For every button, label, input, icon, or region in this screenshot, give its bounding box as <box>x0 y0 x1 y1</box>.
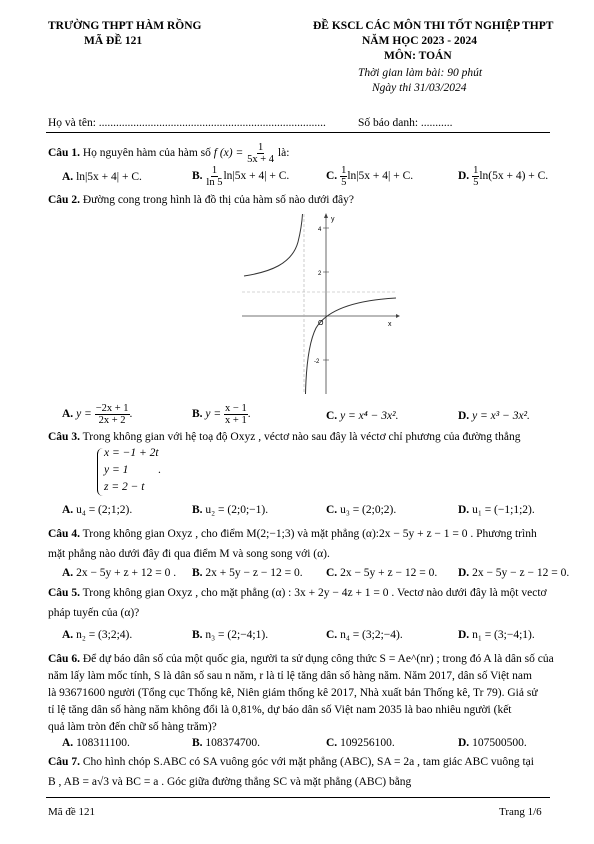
system-line-3: z = 2 − t <box>104 481 145 493</box>
q5-option-b[interactable]: B. n₃ = (2;−4;1). <box>192 629 269 641</box>
tick-4: 4 <box>318 227 322 233</box>
question-6-line-5: quả làm tròn đến chữ số hàng trăm)? <box>48 721 217 733</box>
exam-code: MÃ ĐỀ 121 <box>84 35 143 47</box>
question-5: Câu 5. Trong không gian Oxyz , cho mặt phẳng (α) : 3x + 2y − 4z + 1 = 0 . Vectơ nào dưới đây là một vectơ <box>48 587 547 599</box>
y-label: y <box>331 216 335 223</box>
q5-option-a[interactable]: A. n₂ = (3;2;4). <box>62 629 133 641</box>
question-6: Câu 6. Để dự báo dân số của một quốc gia, người ta sử dụng công thức S = Ae^(nr) ; trong đó A là dân số của <box>48 653 554 665</box>
tick-m2: -2 <box>314 359 320 365</box>
q1-option-c[interactable]: C. $\frac{1}{5}$ ln|5x + 4| + C. <box>326 165 414 188</box>
q6-option-c[interactable]: C. 109256100. <box>326 737 395 749</box>
q3-option-c[interactable]: C. u₃ = (2;0;2). <box>326 504 397 516</box>
question-7: Câu 7. Cho hình chóp S.ABC có SA vuông góc với mặt phẳng (ABC), SA = 2a , tam giác ABC vuông tại <box>48 756 534 768</box>
page-number: Trang 1/6 <box>499 806 542 818</box>
school-year: NĂM HỌC 2023 - 2024 <box>362 35 477 47</box>
exam-title: ĐỀ KSCL CÁC MÔN THI TỐT NGHIỆP THPT <box>313 20 554 32</box>
q1-option-d[interactable]: D. $\frac{1}{5}$ ln(5x + 4) + C. <box>458 165 549 188</box>
q3-option-d[interactable]: D. u₁ = (−1;1;2). <box>458 504 535 516</box>
question-6-line-3: là 93671600 người (Tổng cục Thống kê, Niên giám thống kê 2017, Nhà xuất bản Thống kê, Tr 79). Giả sử <box>48 687 538 699</box>
q2-option-d[interactable]: D. y = x³ − 3x². <box>458 410 530 422</box>
question-3: Câu 3. Trong không gian với hệ toạ độ Oxyz , véctơ nào sau đây là véctơ chỉ phương của đường thẳng <box>48 431 521 443</box>
q2-graph <box>240 212 400 396</box>
q3-option-a[interactable]: A. u₄ = (2;1;2). <box>62 504 133 516</box>
q4-option-b[interactable]: B. 2x + 5y − z − 12 = 0. <box>192 567 303 579</box>
question-4-line-2: mặt phẳng nào dưới đây đi qua điểm M và song song với (α). <box>48 548 330 560</box>
system-brace <box>97 448 104 496</box>
question-4: Câu 4. Trong không gian Oxyz , cho điểm M(2;−1;3) và mặt phẳng (α):2x − 5y + z − 1 = 0 . Phương trình <box>48 528 537 540</box>
x-label: x <box>388 321 392 328</box>
exam-date: Ngày thi 31/03/2024 <box>372 82 467 94</box>
q5-option-c[interactable]: C. n₄ = (3;2;−4). <box>326 629 403 641</box>
q1-option-a[interactable]: A. ln|5x + 4| + C. <box>62 171 142 183</box>
q3-option-b[interactable]: B. u₂ = (2;0;−1). <box>192 504 269 516</box>
tick-2: 2 <box>318 271 322 277</box>
subject: MÔN: TOÁN <box>384 50 452 62</box>
q6-option-b[interactable]: B. 108374700. <box>192 737 261 749</box>
question-6-line-2: năm lấy làm mốc tính, S là dân số sau n năm, r là tỉ lệ tăng dân số hàng năm. Năm 2017, dân số Việt nam <box>48 670 532 682</box>
student-id-field: Số báo danh: ........... <box>358 117 453 129</box>
system-line-2: y = 1 <box>104 464 129 476</box>
question-2: Câu 2. Đường cong trong hình là đồ thị của hàm số nào dưới đây? <box>48 194 355 206</box>
q4-option-d[interactable]: D. 2x − 5y − z − 12 = 0. <box>458 567 570 579</box>
q4-option-c[interactable]: C. 2x − 5y + z − 12 = 0. <box>326 567 438 579</box>
system-line-1: x = −1 + 2t <box>104 447 159 459</box>
question-7-line-2: B , AB = a√3 và BC = a . Góc giữa đường thẳng SC và mặt phẳng (ABC) bằng <box>48 776 412 788</box>
footer-code: Mã đề 121 <box>48 806 96 818</box>
school-name: TRƯỜNG THPT HÀM RỒNG <box>48 20 202 32</box>
q6-option-d[interactable]: D. 107500500. <box>458 737 527 749</box>
footer-divider <box>46 797 550 798</box>
q4-option-a[interactable]: A. 2x − 5y + z + 12 = 0 . <box>62 567 177 579</box>
q2-option-c[interactable]: C. y = x⁴ − 3x². <box>326 410 399 422</box>
curve-left-branch <box>244 214 303 276</box>
origin-label: O <box>318 320 324 327</box>
curve-right-branch <box>306 298 397 394</box>
q2-option-a[interactable]: A. y = $\frac{-2x + 1}{2x + 2}$ . <box>62 403 133 426</box>
header-divider <box>46 132 550 133</box>
question-5-line-2: pháp tuyến của (α)? <box>48 607 140 619</box>
q2-option-b[interactable]: B. y = $\frac{x - 1}{x + 1}$ . <box>192 403 251 426</box>
question-6-line-4: tỉ lệ tăng dân số hàng năm không đổi là 0,81%, dự báo dân số Việt nam 2035 là bao nhiêu người (kết <box>48 704 512 716</box>
exam-time: Thời gian làm bài: 90 phút <box>358 67 483 79</box>
y-axis-arrow <box>324 213 328 218</box>
question-1: Câu 1. Họ nguyên hàm của hàm số f (x) = $\frac{1}{5x + 4}$ là: <box>48 142 290 165</box>
q1-option-b[interactable]: B. $\frac{1}{\ln 5}$ ln|5x + 4| + C. <box>192 165 290 188</box>
x-axis-arrow <box>396 314 400 318</box>
q5-option-d[interactable]: D. n₁ = (3;−4;1). <box>458 629 535 641</box>
student-name-field: Họ và tên: ............................................................................... <box>48 117 326 129</box>
q6-option-a[interactable]: A. 108311100. <box>62 737 130 749</box>
